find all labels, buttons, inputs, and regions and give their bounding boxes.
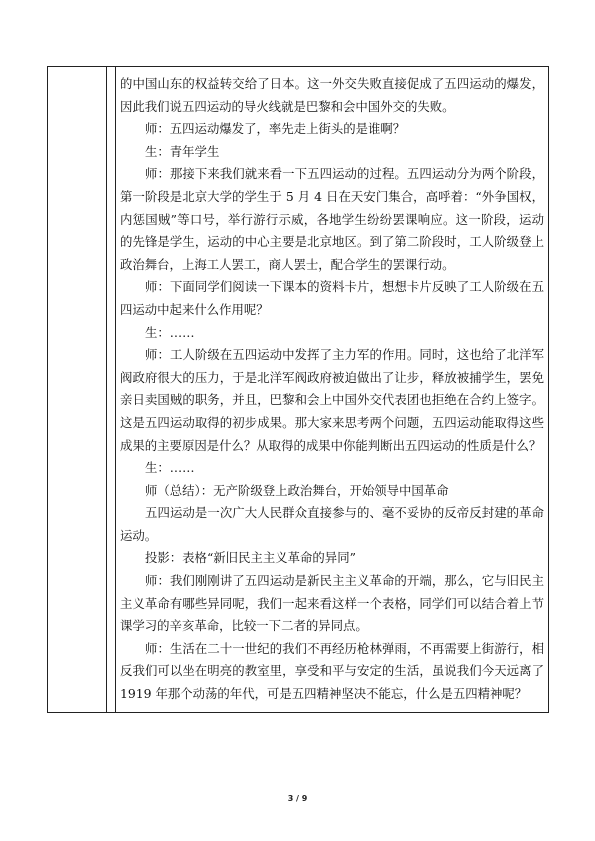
paragraph: 投影：表格“新旧民主主义革命的异同” (145, 550, 356, 566)
paragraph: 师：生活在二十一世纪的我们不再经历枪林弹雨，不再需要上街游行，相反我们可以坐在明亮的教室里，享受和平与安定的生活，虽说我们今天远离了 1919 年那个动荡的年代，可是五四精神坚决不能忘，什么是五四精神呢？ (120, 640, 544, 702)
paragraph: 师：下面同学们阅读一下课本的资料卡片，想想卡片反映了工人阶级在五四运动中起来什么作用呢？ (120, 279, 544, 317)
paragraph: 师：那接下来我们就来看一下五四运动的过程。五四运动分为两个阶段，第一阶段是北京大学的学生于 5 月 4 日在天安门集合，高呼着：“外争国权，内惩国贼”等口号，举行游行示威，各地学生纷纷罢课响应。这一阶段，运动的先锋是学生，运动的中心主要是北京地区。到了第二阶段时，工人阶级登上政治舞台，上海工人罢工，商人罢士，配合学生的罢课行动。 (120, 166, 544, 272)
table-narrow-column (107, 67, 116, 712)
paragraph: 生：青年学生 (145, 143, 220, 159)
paragraph: 师：工人阶级在五四运动中发挥了主力军的作用。同时，这也给了北洋军阀政府很大的压力，于是北洋军阀政府被迫做出了让步，释放被捕学生，罢免亲日卖国贼的职务，并且，巴黎和会上中国外交代表团也拒绝在合约上签字。这是五四运动取得的初步成果。那大家来思考两个问题，五四运动能取得这些成果的主要原因是什么？从取得的成果中你能判断出五四运动的性质是什么？ (120, 347, 544, 453)
paragraph: 生：…… (145, 324, 195, 340)
paragraph: 五四运动是一次广大人民群众直接参与的、毫不妥协的反帝反封建的革命运动。 (120, 505, 544, 543)
lesson-table (47, 66, 549, 713)
lesson-content (120, 73, 544, 706)
paragraph: 生：…… (145, 460, 195, 476)
paragraph: 师：五四运动爆发了，率先走上街头的是谁啊？ (145, 121, 406, 137)
paragraph: 的中国山东的权益转交给了日本。这一外交失败直接促成了五四运动的爆发，因此我们说五四运动的导火线就是巴黎和会中国外交的失败。 (120, 76, 544, 114)
paragraph: 师：我们刚刚讲了五四运动是新民主主义革命的开端，那么，它与旧民主主义革命有哪些异同呢，我们一起来看这样一个表格，同学们可以结合着上节课学习的辛亥革命，比较一下二者的异同点。 (120, 573, 544, 634)
paragraph: 师（总结）：无产阶级登上政治舞台，开始领导中国革命 (145, 482, 449, 498)
table-left-column (48, 67, 107, 712)
page-number: 3 / 9 (287, 794, 308, 803)
